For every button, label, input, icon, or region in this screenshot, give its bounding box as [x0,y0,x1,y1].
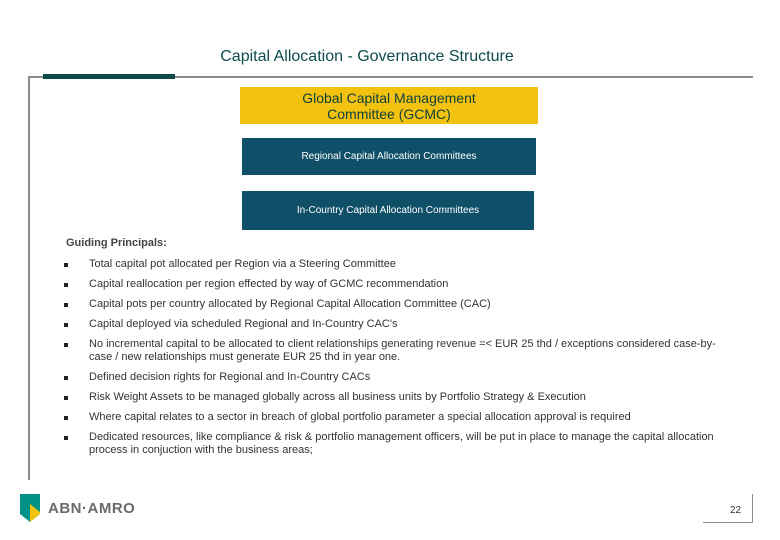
in-country-committees-box [242,191,534,230]
bullet-square-icon [64,376,68,380]
regional-committees-box [242,138,536,175]
frame-left-line [28,76,30,480]
list-item: Capital deployed via scheduled Regional and In-Country CAC's [60,318,720,331]
page-box-horizontal-line [703,522,753,523]
bullet-square-icon [64,283,68,287]
list-item: Dedicated resources, like compliance & risk & portfolio management officers, will be put in place to manage the capital allocation process in conjuction with the business areas; [60,431,720,457]
abn-amro-logo [20,494,135,522]
bullet-square-icon [64,396,68,400]
list-item: Capital reallocation per region effected by way of GCMC recommendation [60,278,720,291]
page-box-vertical-line [752,494,753,523]
page-title: Capital Allocation - Governance Structure [220,48,514,65]
guiding-principals-heading: Guiding Principals: [66,237,167,249]
page-number: 22 [730,505,742,516]
list-item: Total capital pot allocated per Region via a Steering Committee [60,258,720,271]
in-country-committees-label: In-Country Capital Allocation Committees [296,205,480,216]
list-item: Defined decision rights for Regional and In-Country CACs [60,371,720,384]
list-item: Risk Weight Assets to be managed globally across all business units by Portfolio Strategy & Execution [60,391,720,404]
logo-text: ABN·AMRO [48,499,136,517]
list-item: Capital pots per country allocated by Regional Capital Allocation Committee (CAC) [60,298,720,311]
accent-bar [43,74,175,79]
bullet-square-icon [64,436,68,440]
bullet-square-icon [64,263,68,267]
principles-list [60,258,720,464]
bullet-square-icon [64,323,68,327]
bullet-square-icon [64,416,68,420]
regional-committees-label: Regional Capital Allocation Committees [301,151,477,162]
shield-icon [20,494,40,522]
gcmc-box [240,87,538,124]
bullet-square-icon [64,343,68,347]
gcmc-label: Global Capital Management Committee (GCMC) [302,89,476,122]
bullet-square-icon [64,303,68,307]
list-item: Where capital relates to a sector in breach of global portfolio parameter a special allocation approval is required [60,411,720,424]
list-item: No incremental capital to be allocated to client relationships generating revenue =< EUR 25 thd / exceptions considered case-by-case / new relationships must generate EUR 25 thd in year one. [60,338,720,364]
